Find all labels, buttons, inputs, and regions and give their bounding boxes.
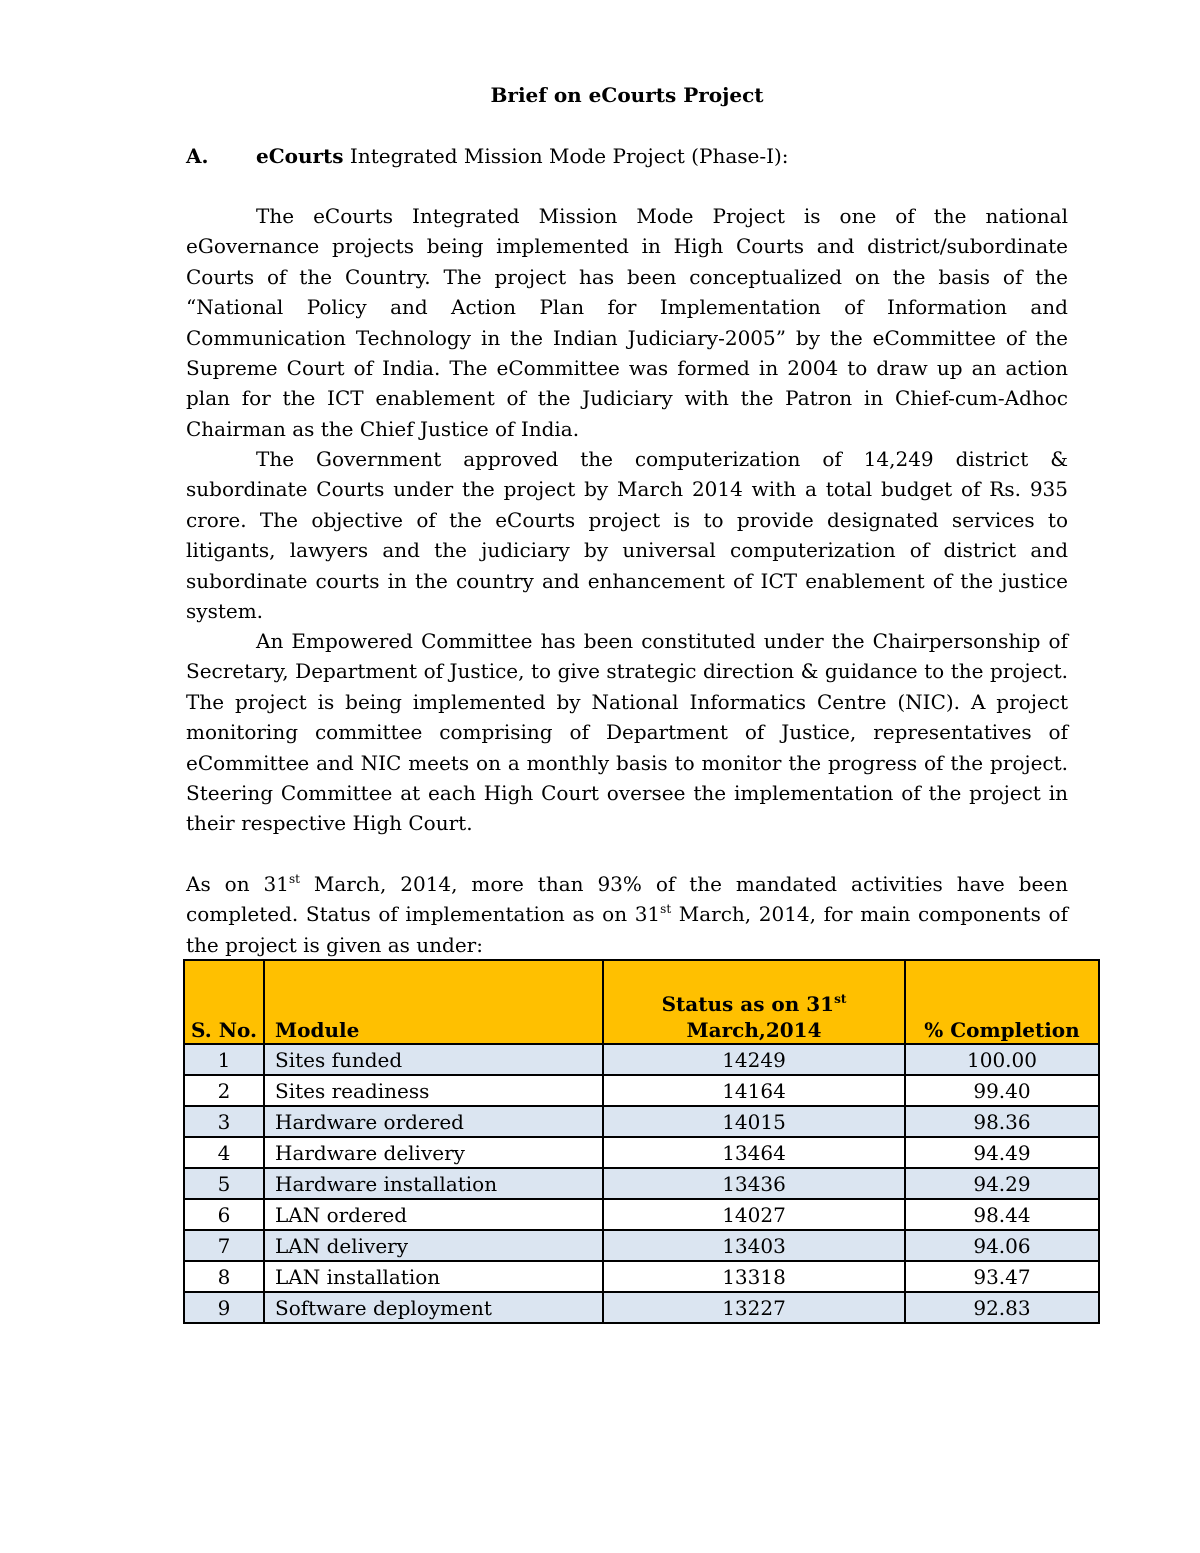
table-row bbox=[184, 1044, 1099, 1075]
cell-module: Hardware delivery bbox=[264, 1137, 603, 1168]
paragraph-committee: An Empowered Committee has been constituted under the Chairpersonship of Secretary, Department of Justice, to give strategic direction & guidance to the project. The project is being implemented by National Informatics Centre (NIC). A project monitoring committee comprising of Department of Justice, representatives of eCommittee and NIC meets on a monthly basis to monitor the progress of the project. Steering Committee at each High Court oversee the implementation of the project in their respective High Court. bbox=[186, 629, 1068, 836]
status-text-2: March, 2014, more than 93% of the mandated activities have been completed. Status of implementation as on 31 bbox=[186, 872, 1068, 927]
table-row bbox=[184, 1230, 1099, 1261]
cell-completion: 94.29 bbox=[905, 1168, 1099, 1199]
status-sup-1: st bbox=[288, 872, 300, 886]
cell-completion: 98.36 bbox=[905, 1106, 1099, 1137]
cell-module: Sites funded bbox=[264, 1044, 603, 1075]
status-text-3: March, 2014, for main components of the project is given as under: bbox=[186, 902, 1068, 957]
status-text-1: As on 31 bbox=[186, 872, 289, 896]
cell-module: LAN installation bbox=[264, 1261, 603, 1292]
cell-module: Hardware ordered bbox=[264, 1106, 603, 1137]
table-row bbox=[184, 1168, 1099, 1199]
cell-completion: 100.00 bbox=[905, 1044, 1099, 1075]
table-row bbox=[184, 1292, 1099, 1323]
cell-sno: 5 bbox=[184, 1168, 264, 1199]
section-heading-bold: eCourts bbox=[256, 144, 344, 168]
cell-sno: 1 bbox=[184, 1044, 264, 1075]
header-status-line1: Status as on 31 bbox=[661, 992, 835, 1016]
table-row bbox=[184, 1106, 1099, 1137]
paragraph-status bbox=[186, 869, 1068, 960]
cell-completion: 94.49 bbox=[905, 1137, 1099, 1168]
cell-completion: 92.83 bbox=[905, 1292, 1099, 1323]
implementation-status-table bbox=[183, 959, 1100, 1324]
header-status bbox=[603, 960, 905, 1044]
cell-sno: 2 bbox=[184, 1075, 264, 1106]
table-row bbox=[184, 1261, 1099, 1292]
document-title: Brief on eCourts Project bbox=[490, 83, 764, 107]
cell-status: 14164 bbox=[603, 1075, 905, 1106]
paragraph-approval bbox=[186, 444, 1068, 626]
cell-sno: 3 bbox=[184, 1106, 264, 1137]
cell-completion: 99.40 bbox=[905, 1075, 1099, 1106]
cell-sno: 9 bbox=[184, 1292, 264, 1323]
cell-status: 13403 bbox=[603, 1230, 905, 1261]
header-sno: S. No. bbox=[184, 960, 264, 1044]
cell-status: 14015 bbox=[603, 1106, 905, 1137]
section-letter: A. bbox=[186, 144, 209, 168]
cell-module: Hardware installation bbox=[264, 1168, 603, 1199]
cell-module: LAN delivery bbox=[264, 1230, 603, 1261]
paragraph-intro: The eCourts Integrated Mission Mode Project is one of the national eGovernance projects being implemented in High Courts and district/subordinate Courts of the Country. The project has been conceptualized on the basis of the “National Policy and Action Plan for Implementation of Information and Communication Technology in the Indian Judiciary-2005” by the eCommittee of the Supreme Court of India. The eCommittee was formed in 2004 to draw up an action plan for the ICT enablement of the Judiciary with the Patron in Chief-cum-Adhoc Chairman as the Chief Justice of India. bbox=[186, 204, 1068, 441]
table-row bbox=[184, 1075, 1099, 1106]
cell-status: 13227 bbox=[603, 1292, 905, 1323]
cell-status: 14249 bbox=[603, 1044, 905, 1075]
cell-status: 13464 bbox=[603, 1137, 905, 1168]
cell-module: Software deployment bbox=[264, 1292, 603, 1323]
cell-sno: 8 bbox=[184, 1261, 264, 1292]
section-heading-text: Integrated Mission Mode Project (Phase-I): bbox=[343, 144, 789, 168]
paragraph-approval-text: The Government approved the computerization of 14,249 district & subordinate Courts under the project by March 2014 with a total budget of Rs. 935 crore. bbox=[186, 447, 1068, 532]
section-heading bbox=[186, 141, 789, 171]
cell-status: 13436 bbox=[603, 1168, 905, 1199]
cell-completion: 94.06 bbox=[905, 1230, 1099, 1261]
cell-status: 14027 bbox=[603, 1199, 905, 1230]
cell-sno: 6 bbox=[184, 1199, 264, 1230]
header-completion: % Completion bbox=[905, 960, 1099, 1044]
table-header-row bbox=[184, 960, 1099, 1044]
header-module: Module bbox=[264, 960, 603, 1044]
header-status-line2: March,2014 bbox=[686, 1018, 822, 1042]
cell-module: Sites readiness bbox=[264, 1075, 603, 1106]
cell-module: LAN ordered bbox=[264, 1199, 603, 1230]
cell-completion: 93.47 bbox=[905, 1261, 1099, 1292]
header-status-sup: st bbox=[834, 992, 847, 1006]
cell-completion: 98.44 bbox=[905, 1199, 1099, 1230]
cell-sno: 4 bbox=[184, 1137, 264, 1168]
table-row bbox=[184, 1137, 1099, 1168]
paragraph-objective-text: The objective of the eCourts project is to provide designated services to litigants, lawyers and the judiciary by universal computerization of district and subordinate courts in the country and enhancement of ICT enablement of the justice system. bbox=[186, 507, 1069, 624]
cell-status: 13318 bbox=[603, 1261, 905, 1292]
table-row bbox=[184, 1199, 1099, 1230]
cell-sno: 7 bbox=[184, 1230, 264, 1261]
status-sup-2: st bbox=[660, 902, 672, 917]
